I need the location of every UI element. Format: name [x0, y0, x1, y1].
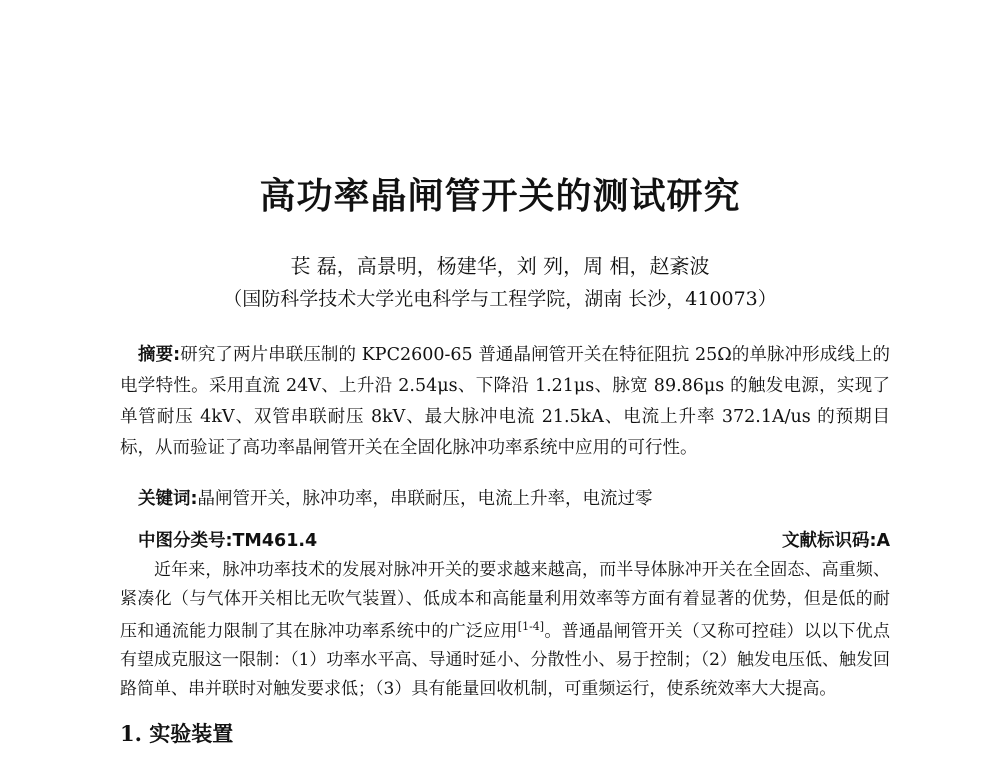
document-code — [782, 527, 890, 552]
author-list: 苌 磊，高景明，杨建华，刘 列，周 相，赵紊波 — [290, 254, 710, 278]
introduction-paragraph — [120, 556, 890, 703]
intro-text-2: 。普通晶闸管开关（又称可控硅）以以下优点有望成克服这一限制：（1）功率水平高、导通时延小、分散性小、易于控制；（2）触发电压低、触发回路简单、串并联时对触发要求低；（3）具有能量回收机制，可重频运行，使系统效率大大提高。 — [120, 621, 891, 699]
doc-label: 文献标识码: — [781, 531, 877, 551]
abstract — [120, 340, 890, 464]
clc-number — [138, 527, 317, 552]
paper-title: 高功率晶闸管开关的测试研究 — [259, 176, 741, 217]
clc-label: 中图分类号: — [138, 531, 233, 551]
abstract-text: 研究了两片串联压制的 KPC2600-65 普通晶闸管开关在特征阻抗 25Ω的单脉冲形成线上的电学特性。采用直流 24V、上升沿 2.54μs、下降沿 1.21μs、脉宽 89.86μs 的触发电源，实现了单管耐压 4kV、双管串联耐压 8kV、最大脉冲电流 21.5kA、电流上升率 372.1A/us 的预期目标，从而验证了高功率晶闸管开关在全固化脉冲功率系统中应用的可行性。 — [120, 345, 891, 458]
affiliation: （国防科学技术大学光电科学与工程学院，湖南 长沙，410073） — [223, 288, 777, 310]
section-title: 实验装置 — [149, 722, 234, 746]
keywords-label: 关键词: — [138, 489, 198, 509]
keywords — [138, 485, 898, 510]
section-heading — [120, 718, 233, 748]
classification-row — [138, 527, 890, 552]
clc-value: TM461.4 — [232, 531, 318, 551]
doc-value: A — [876, 531, 890, 551]
abstract-label: 摘要: — [138, 345, 181, 365]
citation-ref[interactable]: [1-4] — [517, 620, 545, 633]
section-number: 1. — [120, 721, 142, 746]
intro-text-1: 近年来，脉冲功率技术的发展对脉冲开关的要求越来越高，而半导体脉冲开关在全固态、高重频、紧凑化（与气体开关相比无吹气装置）、低成本和高能量利用效率等方面有着显著的优势，但是低的耐压和通流能力限制了其在脉冲功率系统中的广泛应用 — [120, 560, 890, 642]
keywords-text: 晶闸管开关，脉冲功率，串联耐压，电流上升率，电流过零 — [197, 489, 653, 509]
